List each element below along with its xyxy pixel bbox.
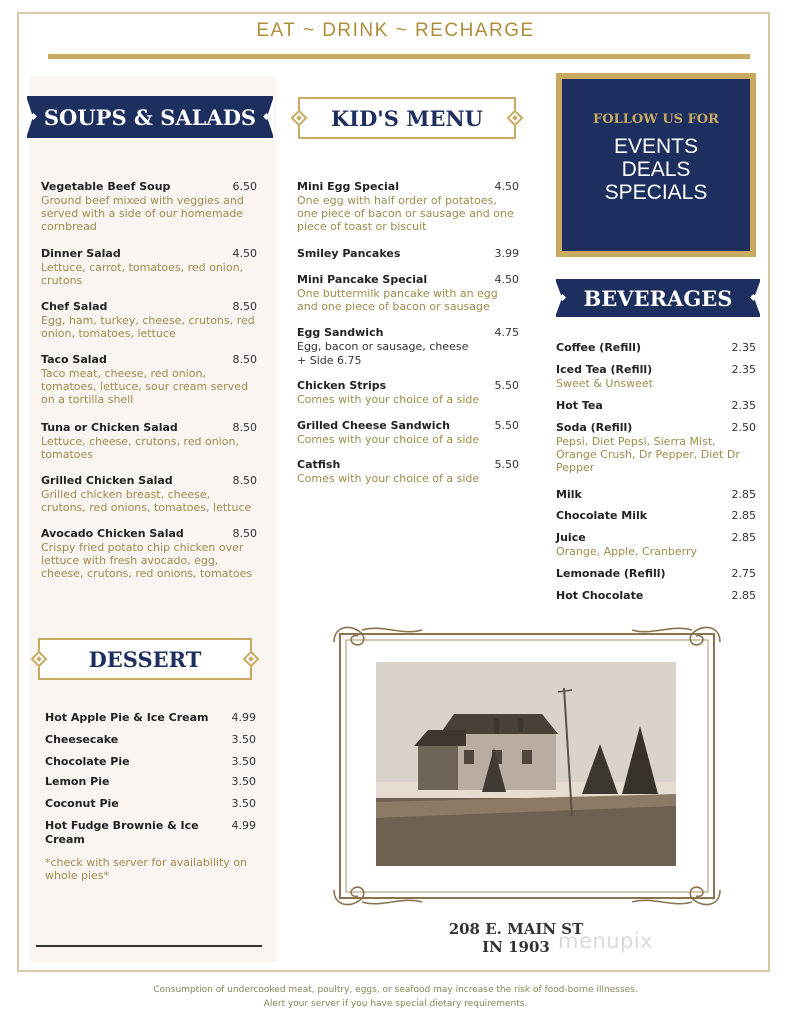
beverages-banner — [556, 279, 760, 317]
bottom-divider — [36, 945, 262, 947]
section-title: KID'S MENU — [331, 105, 483, 131]
item-description: Ground beef mixed with veggies and served with a side of our homemade cornbread — [41, 194, 244, 233]
footer-line-1: Consumption of undercooked meat, poultry, eggs, or seafood may increase the risk of food-borne illnesses. — [153, 985, 638, 995]
item-name: Grilled Chicken Salad — [41, 474, 173, 487]
item-name: Vegetable Beef Soup — [41, 180, 171, 193]
item-name: Egg Sandwich — [297, 326, 384, 339]
item-price: 5.50 — [494, 379, 519, 392]
menu-item — [45, 755, 256, 768]
menu-item — [45, 819, 256, 847]
item-price: 4.50 — [494, 180, 519, 193]
item-price: 4.99 — [231, 819, 256, 832]
menu-item — [297, 273, 519, 313]
item-name: Catfish — [297, 458, 341, 471]
item-description: Lettuce, carrot, tomatoes, red onion, crutons — [41, 261, 244, 287]
item-price: 8.50 — [232, 474, 257, 487]
item-description: Sweet & Unsweet — [556, 377, 653, 390]
ornate-photo-frame — [332, 622, 722, 910]
menu-item — [41, 247, 257, 287]
item-price: 4.75 — [494, 326, 519, 339]
menu-item — [45, 775, 256, 788]
item-price: 2.85 — [731, 509, 756, 522]
item-description: Egg, bacon or sausage, cheese — [297, 340, 469, 353]
menu-item — [41, 527, 257, 580]
menu-item — [556, 341, 756, 354]
item-name: Grilled Cheese Sandwich — [297, 419, 450, 432]
item-description: Comes with your choice of a side — [297, 472, 480, 485]
soups-salads-banner — [27, 96, 273, 138]
dessert-note-text: *check with server for availability on whole pies* — [45, 856, 247, 882]
item-description: Egg, ham, turkey, cheese, crutons, red onion, tomatoes, lettuce — [41, 314, 255, 340]
follow-us-box — [556, 73, 756, 257]
item-price: 6.50 — [232, 180, 257, 193]
item-description: One egg with half order of potatoes, one piece of bacon or sausage and one piece of toast or biscuit — [297, 194, 514, 233]
item-name: Tuna or Chicken Salad — [41, 421, 178, 434]
menu-item — [297, 419, 519, 446]
item-price: 4.99 — [231, 711, 256, 724]
item-price: 2.85 — [731, 488, 756, 501]
footer-line-2: Alert your server if you have special dietary requirements. — [263, 999, 528, 1009]
item-name: Smiley Pancakes — [297, 247, 401, 260]
item-name: Dinner Salad — [41, 247, 121, 260]
item-price: 5.50 — [494, 419, 519, 432]
item-name: Hot Apple Pie & Ice Cream — [45, 711, 209, 724]
menu-item — [556, 509, 756, 522]
item-name: Chef Salad — [41, 300, 108, 313]
menu-item — [556, 531, 756, 558]
item-name: Hot Chocolate — [556, 589, 644, 602]
kids-menu-banner — [298, 97, 516, 139]
item-price: 3.50 — [231, 797, 256, 810]
item-name: Milk — [556, 488, 582, 501]
item-description: Comes with your choice of a side — [297, 433, 480, 446]
item-description: Grilled chicken breast, cheese, crutons, red onions, tomatoes, lettuce — [41, 488, 252, 514]
dessert-note — [45, 855, 256, 882]
item-price: 2.35 — [731, 399, 756, 412]
item-price: 8.50 — [232, 300, 257, 313]
item-name: Chicken Strips — [297, 379, 387, 392]
item-price: 3.50 — [231, 775, 256, 788]
section-title: DESSERT — [88, 646, 202, 672]
menu-item — [556, 363, 756, 390]
menu-item — [297, 180, 519, 233]
follow-us-heading: FOLLOW US FOR — [593, 112, 719, 127]
footer-disclaimer — [0, 983, 791, 1011]
item-price: 4.50 — [494, 273, 519, 286]
menu-item — [556, 589, 756, 602]
item-name: Iced Tea (Refill) — [556, 363, 653, 376]
item-description: Comes with your choice of a side — [297, 393, 480, 406]
menu-item — [41, 180, 257, 233]
menu-item — [41, 421, 257, 461]
menu-item — [556, 488, 756, 501]
item-name: Lemon Pie — [45, 775, 110, 788]
item-description: Orange, Apple, Cranberry — [556, 545, 697, 558]
item-description: Taco meat, cheese, red onion, tomatoes, lettuce, sour cream served on a tortilla shell — [41, 367, 249, 406]
item-price: 2.50 — [731, 421, 756, 434]
item-name: Juice — [556, 531, 586, 544]
header-rule — [48, 54, 750, 59]
item-name: Avocado Chicken Salad — [41, 527, 184, 540]
item-description: Pepsi, Diet Pepsi, Sierra Mist, Orange Crush, Dr Pepper, Diet Dr Pepper — [556, 435, 740, 474]
menu-item — [297, 326, 519, 367]
item-price: 2.85 — [731, 531, 756, 544]
follow-line-specials: SPECIALS — [604, 181, 708, 204]
item-description: Lettuce, cheese, crutons, red onion, tomatoes — [41, 435, 239, 461]
follow-us-inner — [562, 79, 750, 251]
item-name: Taco Salad — [41, 353, 107, 366]
tagline: EAT ~ DRINK ~ RECHARGE — [256, 20, 535, 41]
menu-item — [41, 474, 257, 514]
item-price: 4.50 — [232, 247, 257, 260]
menu-item — [41, 353, 257, 406]
menu-item — [556, 421, 756, 474]
vintage-house-photo — [376, 662, 676, 866]
item-name: Coffee (Refill) — [556, 341, 641, 354]
item-price: 5.50 — [494, 458, 519, 471]
item-name: Mini Egg Special — [297, 180, 399, 193]
item-price: 3.50 — [231, 755, 256, 768]
item-price: 3.50 — [231, 733, 256, 746]
item-name: Cheesecake — [45, 733, 119, 746]
item-description: One buttermilk pancake with an egg and one piece of bacon or sausage — [297, 287, 498, 313]
follow-line-deals: DEALS — [621, 158, 691, 181]
item-side-price: + Side 6.75 — [297, 354, 362, 367]
item-price: 2.35 — [731, 341, 756, 354]
item-price: 2.75 — [731, 567, 756, 580]
menu-item — [41, 300, 257, 340]
item-name: Hot Fudge Brownie & Ice Cream — [45, 819, 199, 846]
item-name: Mini Pancake Special — [297, 273, 428, 286]
menu-item — [297, 247, 519, 260]
item-name: Lemonade (Refill) — [556, 567, 666, 580]
item-name: Hot Tea — [556, 399, 603, 412]
item-price: 2.35 — [731, 363, 756, 376]
item-description: Crispy fried potato chip chicken over lettuce with fresh avocado, egg, cheese, crutons, red onions, tomatoes — [41, 541, 253, 580]
menu-item — [45, 711, 256, 724]
item-name: Coconut Pie — [45, 797, 119, 810]
item-price: 8.50 — [232, 527, 257, 540]
menu-item — [45, 797, 256, 810]
menu-item — [45, 733, 256, 746]
address-line-2: IN 1903 — [482, 938, 550, 956]
item-price: 8.50 — [232, 421, 257, 434]
item-name: Soda (Refill) — [556, 421, 633, 434]
section-title: BEVERAGES — [583, 285, 733, 311]
address-line-1: 208 E. MAIN ST — [448, 920, 584, 938]
menu-item — [297, 379, 519, 406]
menupix-watermark: menupix — [558, 929, 654, 953]
item-price: 2.85 — [731, 589, 756, 602]
menu-item — [556, 567, 756, 580]
menu-item — [556, 399, 756, 412]
section-title: SOUPS & SALADS — [43, 104, 257, 130]
item-name: Chocolate Milk — [556, 509, 648, 522]
item-price: 8.50 — [232, 353, 257, 366]
item-price: 3.99 — [494, 247, 519, 260]
menu-item — [297, 458, 519, 485]
follow-line-events: EVENTS — [613, 135, 699, 158]
item-name: Chocolate Pie — [45, 755, 130, 768]
dessert-banner — [38, 638, 252, 680]
follow-us-list — [562, 135, 750, 204]
